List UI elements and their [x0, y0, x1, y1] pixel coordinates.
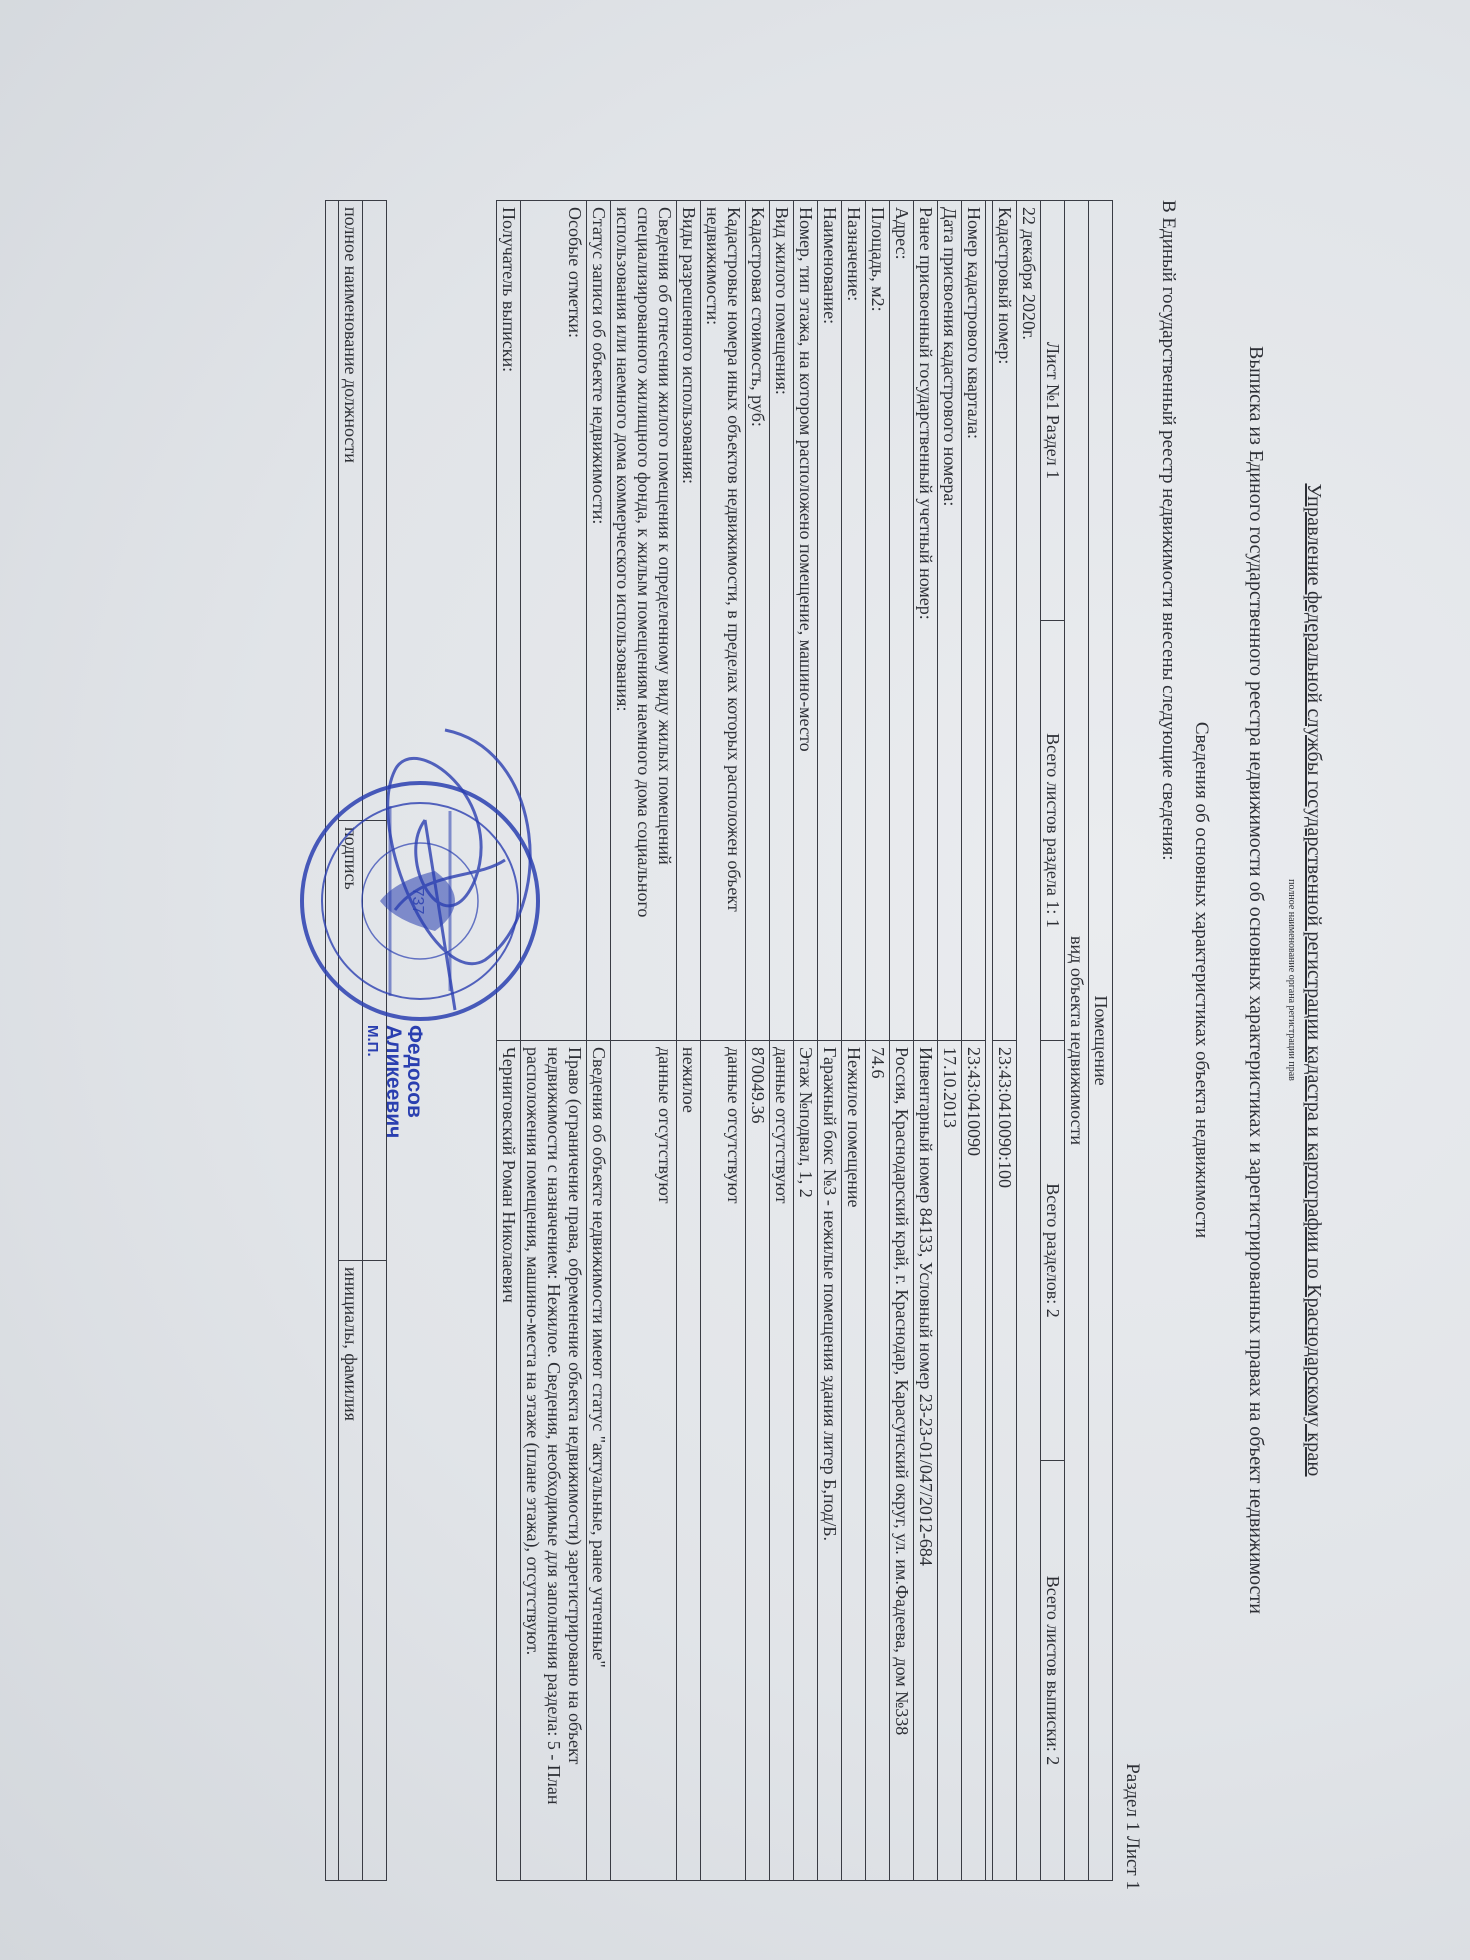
document-title: Выписка из Единого государственного реестра недвижимости об основных характеристиках и зарегистрированных правах на объект недвижимости [1245, 345, 1267, 1614]
row-label: Особые отметки: [521, 201, 587, 1041]
organization-name: Управление федеральной службы государственной регистрации кадастра и картографии по Краснодарскому краю [1303, 483, 1325, 1477]
cadastral-value: 23:43:0410090:100 [993, 1041, 1017, 1881]
document-intro: В Единый государственный реестр недвижимости внесены следующие сведения: [1158, 200, 1179, 861]
total-sections: Всего разделов: 2 [1041, 1041, 1065, 1461]
row-label: Виды разрешенного использования: [677, 201, 701, 1041]
row-label: Наименование: [818, 201, 842, 1041]
row-label: Сведения об отнесении жилого помещения к определенному виду жилых помещений специализированного жилищного фонда, к жилым помещениям наемного дома социального использования или наемного дома коммерческого использования: [611, 201, 677, 1041]
table-row [701, 201, 746, 1881]
table-row [770, 201, 794, 1881]
stamp-name-line1: Федосов [403, 1025, 426, 1118]
row-value: Сведения об объекте недвижимости имеют статус "актуальные, ранее учтенные" [587, 1041, 611, 1881]
row-label: Вид жилого помещения: [770, 201, 794, 1041]
divider [986, 201, 993, 1881]
table-row [842, 201, 866, 1881]
table-row [746, 201, 770, 1881]
sheet-number: Лист №1 Раздел 1 [1041, 201, 1065, 621]
row-value: Гаражный бокс №3 - нежилые помещения здания литер Б,под/Б. [818, 1041, 842, 1881]
table-row [611, 201, 677, 1881]
row-value: Право (ограничение права, обременение объекта недвижимости) зарегистрировано на объект недвижимости с назначением: Нежилое. Сведения, необходимые для заполнения раздела: 5 - План расположения помещения, машино-места на этаже (плане этажа), отсутствуют. [521, 1041, 587, 1881]
table-row [677, 201, 701, 1881]
signature-footer-row [326, 201, 339, 1881]
table-row [890, 201, 914, 1881]
row-label: Статус записи об объекте недвижимости: [587, 201, 611, 1041]
row-label: Кадастровая стоимость, руб: [746, 201, 770, 1041]
row-value: Черниговский Роман Николаевич [497, 1041, 521, 1881]
svg-text:737: 737 [409, 887, 426, 915]
row-label: Кадастровые номера иных объектов недвижимости, в пределах которых расположен объект недвижимости: [701, 201, 746, 1041]
row-label: Номер кадастрового квартала: [962, 201, 986, 1041]
details-table [496, 200, 1113, 1881]
table-row [938, 201, 962, 1881]
table-row [587, 201, 611, 1881]
name-cell [363, 1261, 387, 1881]
table-row [521, 201, 587, 1881]
table-row [914, 201, 938, 1881]
object-type-caption: вид объекта недвижимости [1065, 201, 1089, 1881]
table-row [497, 201, 521, 1881]
row-label: Получатель выписки: [497, 201, 521, 1041]
cadastral-label: Кадастровый номер: [993, 201, 1017, 1041]
row-label: Номер, тип этажа, на котором расположено помещение, машино-место [794, 201, 818, 1041]
handwritten-signature [335, 710, 565, 1030]
row-value: данные отсутствуют [611, 1041, 677, 1881]
table-row [794, 201, 818, 1881]
row-label: Дата присвоения кадастрового номера: [938, 201, 962, 1041]
rotated-document [145, 70, 1325, 1890]
row-label: Адрес: [890, 201, 914, 1041]
row-value: 17.10.2013 [938, 1041, 962, 1881]
position-caption: полное наименование должности [339, 201, 363, 821]
section-sheet-label: Раздел 1 Лист 1 [1122, 1763, 1143, 1890]
row-value: данные отсутствуют [701, 1041, 746, 1881]
table-row [993, 201, 1017, 1881]
document-subtitle: Сведения об основных характеристиках объекта недвижимости [1191, 721, 1212, 1239]
stamp-mp: М.П. [364, 1025, 381, 1057]
row-value: Этаж №подвал, 1, 2 [794, 1041, 818, 1881]
row-value: данные отсутствуют [770, 1041, 794, 1881]
row-value: нежилое [677, 1041, 701, 1881]
row-value: 74.6 [866, 1041, 890, 1881]
row-value: 23:43:0410090 [962, 1041, 986, 1881]
sheet-info-row [1041, 201, 1065, 1881]
document-date: 22 декабря 2020г. [1017, 201, 1041, 1881]
signature-caption: подпись [339, 821, 363, 1261]
row-label: Назначение: [842, 201, 866, 1041]
row-value: 870049.36 [746, 1041, 770, 1881]
table-row [818, 201, 842, 1881]
object-type: Помещение [1089, 201, 1113, 1881]
row-value: Инвентарный номер 84133, Условный номер 23-23-01/047/2012-684 [914, 1041, 938, 1881]
table-row [866, 201, 890, 1881]
table-row [962, 201, 986, 1881]
stamp-name [362, 1025, 425, 1138]
name-caption: инициалы, фамилия [339, 1261, 363, 1881]
stamp-name-line2: Аликеевич [382, 1025, 405, 1139]
total-sheets: Всего листов выписки: 2 [1041, 1461, 1065, 1881]
row-value: Нежилое помещение [842, 1041, 866, 1881]
row-label: Площадь, м2: [866, 201, 890, 1041]
organization-caption: полное наименование органа регистрации прав [1286, 879, 1297, 1081]
row-label: Ранее присвоенный государственный учетный номер: [914, 201, 938, 1041]
total-sheets-section: Всего листов раздела 1: 1 [1041, 621, 1065, 1041]
row-value: Россия, Краснодарский край, г. Краснодар, Карасунский округ, ул. им.Фадеева, дом №338 [890, 1041, 914, 1881]
